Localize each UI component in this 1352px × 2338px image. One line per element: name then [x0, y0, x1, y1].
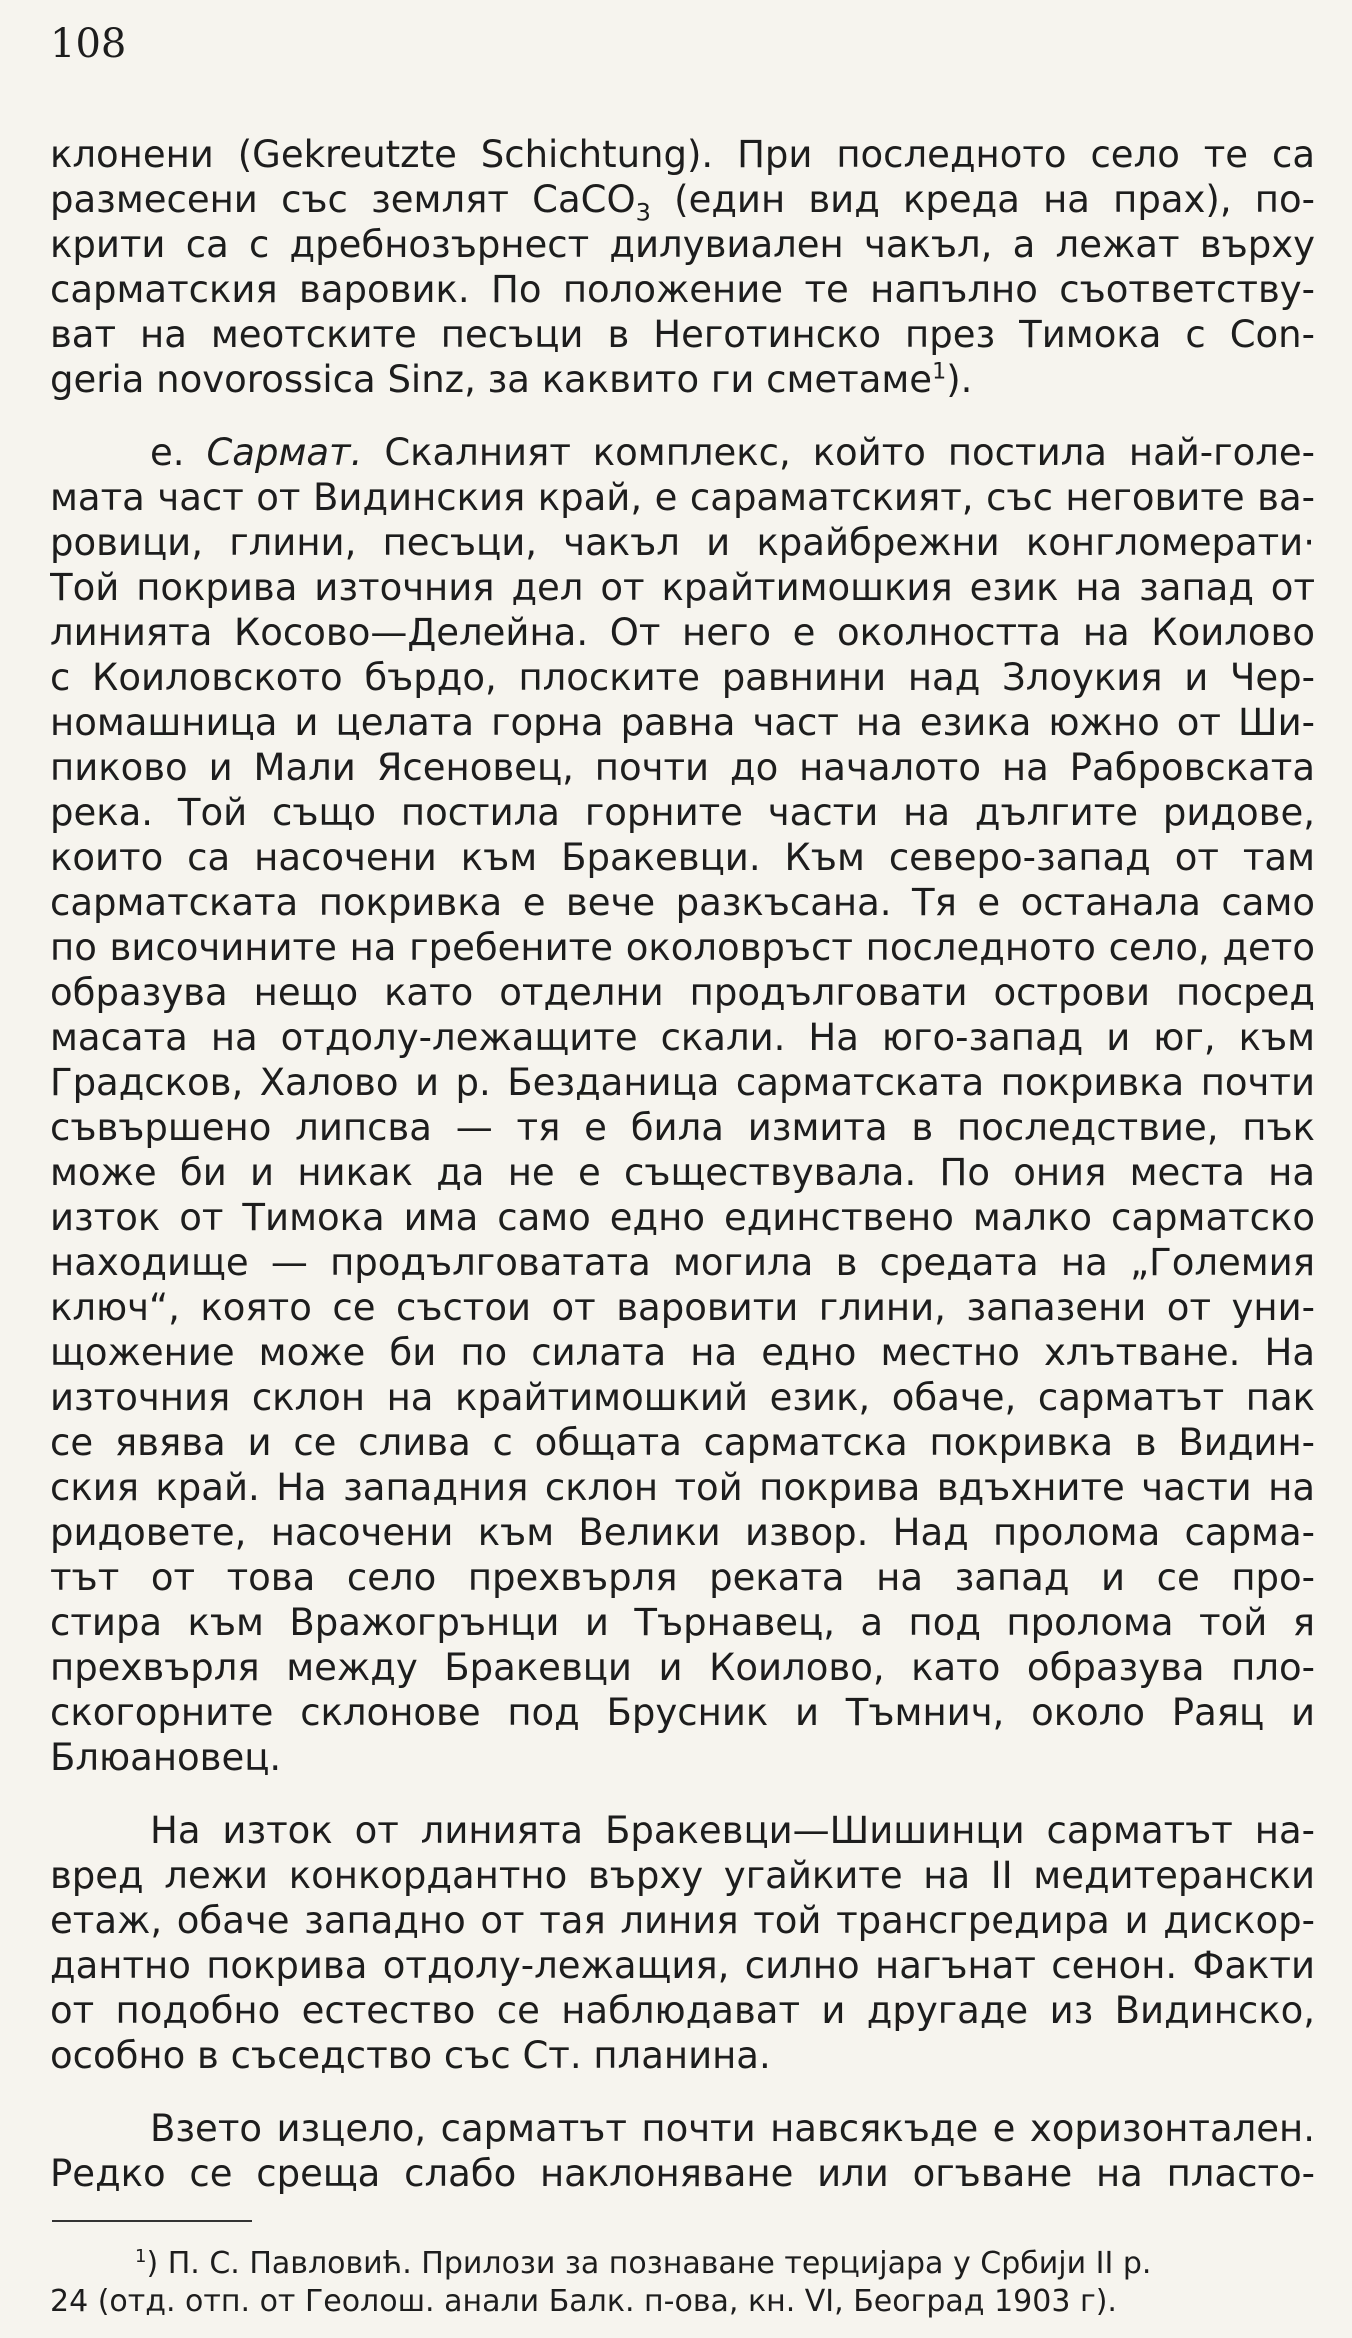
paragraph-gap: [50, 2078, 1315, 2106]
text-line: които са насочени към Бракевци. Към северо-запад от там: [50, 836, 1315, 879]
paragraph-4: [50, 2106, 1315, 2196]
text-line: Редко се среща слабо наклоняване или огъване на пласто-: [50, 2152, 1315, 2195]
text-line: тът от това село прехвърля реката на запад и се про-: [50, 1556, 1315, 1599]
text-line: ския край. На западния склон той покрива вдъхните части на: [50, 1466, 1315, 1509]
text-line: се явява и се слива с общата сарматска покривка в Видин-: [50, 1421, 1315, 1464]
text-line: пиково и Мали Ясеновец, почти до началото на Рабровската: [50, 746, 1315, 789]
text-line: Блюановец.: [50, 1736, 282, 1779]
paragraph-1: [50, 132, 1315, 402]
text-line: образува нещо като отделни продълговати острови посред: [50, 971, 1315, 1014]
text-fragment: Скалният комплекс, който постила най-голе-: [384, 431, 1315, 474]
text-line: крити са с дребнозърнест дилувиален чакъл, а лежат върху: [50, 223, 1315, 266]
text-line: изток от Тимока има само едно единствено малко сарматско: [50, 1196, 1315, 1239]
paragraph-gap: [50, 402, 1315, 430]
text-line: съвършено липсва — тя е била измита в последствие, пък: [50, 1106, 1315, 1149]
text-line: сарматския варовик. По положение те напълно съответству-: [50, 268, 1315, 311]
text-fragment: размесени със землят CaCO: [50, 178, 636, 221]
section-marker: е.: [150, 431, 207, 474]
formula-subscript: 3: [635, 198, 651, 222]
footnote-divider: [52, 2220, 252, 2222]
footnote: [50, 2245, 1315, 2321]
paragraph-gap: [50, 1780, 1315, 1808]
text-line: скогорните склонове под Брусник и Тъмнич, около Раяц и: [50, 1691, 1315, 1734]
text-line: ридовете, насочени към Велики извор. Над пролома сарма-: [50, 1511, 1315, 1554]
text-line: сарматската покривка е вече разкъсана. Тя е останала само: [50, 881, 1315, 924]
text-line: Взето изцело, сарматът почти навсякъде е хоризонтален.: [150, 2107, 1315, 2150]
text-fragment: geria novorossica Sinz, за каквито ги сметаме: [50, 358, 933, 401]
text-line: [50, 357, 1315, 402]
text-line: ват на меотските песъци в Неготинско през Тимока с Con-: [50, 313, 1315, 356]
text-line: дантно покрива отдолу-лежащия, силно нагънат сенон. Факти: [50, 1944, 1315, 1987]
text-line: река. Той също постила горните части на дългите ридове,: [50, 791, 1315, 834]
footnote-reference: 1: [932, 358, 947, 385]
text-line: източния склон на крайтимошкий език, обаче, сарматът пак: [50, 1376, 1315, 1419]
footnote-mark: 1: [135, 2246, 147, 2267]
text-line: линията Косово—Делейна. От него е околността на Коилово: [50, 611, 1315, 654]
paragraph-3: [50, 1808, 1315, 2078]
text-line: прехвърля между Бракевци и Коилово, като образува пло-: [50, 1646, 1315, 1689]
text-line: етаж, обаче западно от тая линия той трансгредира и дискор-: [50, 1899, 1315, 1942]
text-line: ровици, глини, песъци, чакъл и крайбрежни конгломерати·: [50, 521, 1315, 564]
text-line: Градсков, Халово и р. Безданица сарматската покривка почти: [50, 1061, 1315, 1104]
body-text: [50, 132, 1315, 2196]
text-fragment: (един вид креда на прах), по-: [650, 178, 1315, 221]
footnote-line: [50, 2245, 1315, 2283]
text-line: по височините на гребените околовръст последното село, дето: [50, 926, 1315, 969]
text-line: мата част от Видинския край, е сараматският, със неговите ва-: [50, 476, 1315, 519]
text-line: особно в съседство със Ст. планина.: [50, 2034, 771, 2077]
paragraph-2: [50, 430, 1315, 1780]
text-fragment: ).: [946, 358, 973, 401]
text-line: Той покрива източния дел от крайтимошкия език на запад от: [50, 566, 1315, 609]
text-line: масата на отдолу-лежащите скали. На юго-запад и юг, към: [50, 1016, 1315, 1059]
text-line: [50, 430, 1315, 475]
text-line: стира към Вражогрънци и Търнавец, а под пролома той я: [50, 1601, 1315, 1644]
page-number: 108: [50, 21, 127, 67]
text-line: номашница и целата горна равна част на езика южно от Ши-: [50, 701, 1315, 744]
text-line: с Коиловското бърдо, плоските равнини над Злоукия и Чер-: [50, 656, 1315, 699]
text-line: клонени (Gekreutzte Schichtung). При последното село те са: [50, 133, 1315, 176]
footnote-line: 24 (отд. отп. от Геолош. анали Балк. п-ова, кн. VI, Београд 1903 г).: [50, 2284, 1117, 2319]
text-line: На изток от линията Бракевци—Шишинци сарматът на-: [150, 1809, 1315, 1852]
section-title: Сармат.: [206, 431, 363, 474]
text-line: находище — продълговатата могила в средата на „Големия: [50, 1241, 1315, 1284]
text-line: щожение може би по силата на едно местно хлътване. На: [50, 1331, 1315, 1374]
text-line: ключ“, която се състои от варовити глини, запазени от уни-: [50, 1286, 1315, 1329]
footnote-text: ) П. С. Павловић. Прилози за познаване терцијара у Србији II р.: [146, 2246, 1152, 2281]
text-line: [50, 177, 1315, 222]
text-line: вред лежи конкордантно върху угайките на II медитерански: [50, 1854, 1315, 1897]
text-line: от подобно естество се наблюдават и другаде из Видинско,: [50, 1989, 1315, 2032]
text-line: може би и никак да не е съществувала. По ония места на: [50, 1151, 1315, 1194]
